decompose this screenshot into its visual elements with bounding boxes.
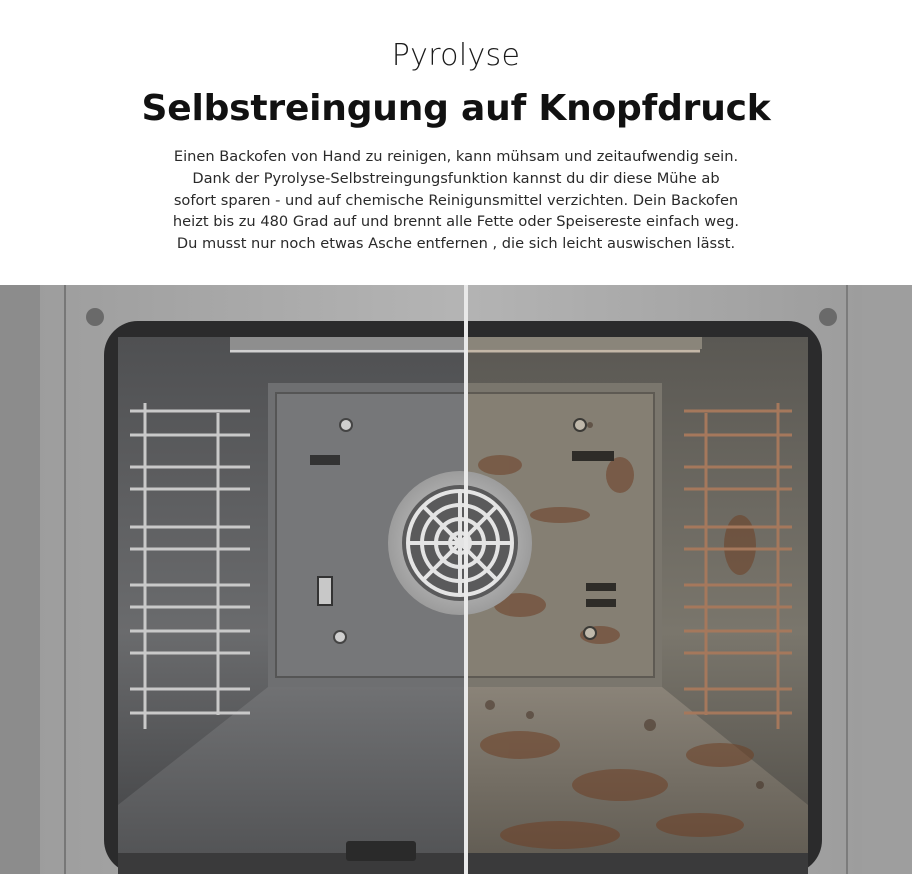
oven-illustration: [0, 285, 912, 874]
page-title: Selbstreingung auf Knopfdruck: [141, 88, 771, 129]
header-section: [0, 0, 912, 285]
kicker-heading: Pyrolyse: [391, 38, 521, 73]
comparison-divider: [464, 285, 468, 874]
oven-comparison-photo: [0, 285, 912, 874]
paragraph-line: Dank der Pyrolyse-Selbstreingungsfunktion kannst du dir diese Mühe ab: [192, 169, 720, 187]
paragraph-line: heizt bis zu 480 Grad auf und brennt alle Fette oder Speisereste einfach weg.: [172, 213, 740, 231]
convection-fan: [388, 471, 532, 615]
clean-half: [118, 337, 466, 874]
paragraph-line: sofort sparen - und auf chemische Reinigunsmittel verzichten. Dein Backofen: [173, 191, 739, 209]
paragraph-line: Einen Backofen von Hand zu reinigen, kann mühsam und zeitaufwendig sein.: [173, 148, 739, 165]
dirty-half: [466, 337, 808, 874]
paragraph-line: Du musst nur noch etwas Asche entfernen , die sich leicht auswischen lässt.: [176, 235, 736, 253]
description-paragraph: [116, 146, 796, 255]
